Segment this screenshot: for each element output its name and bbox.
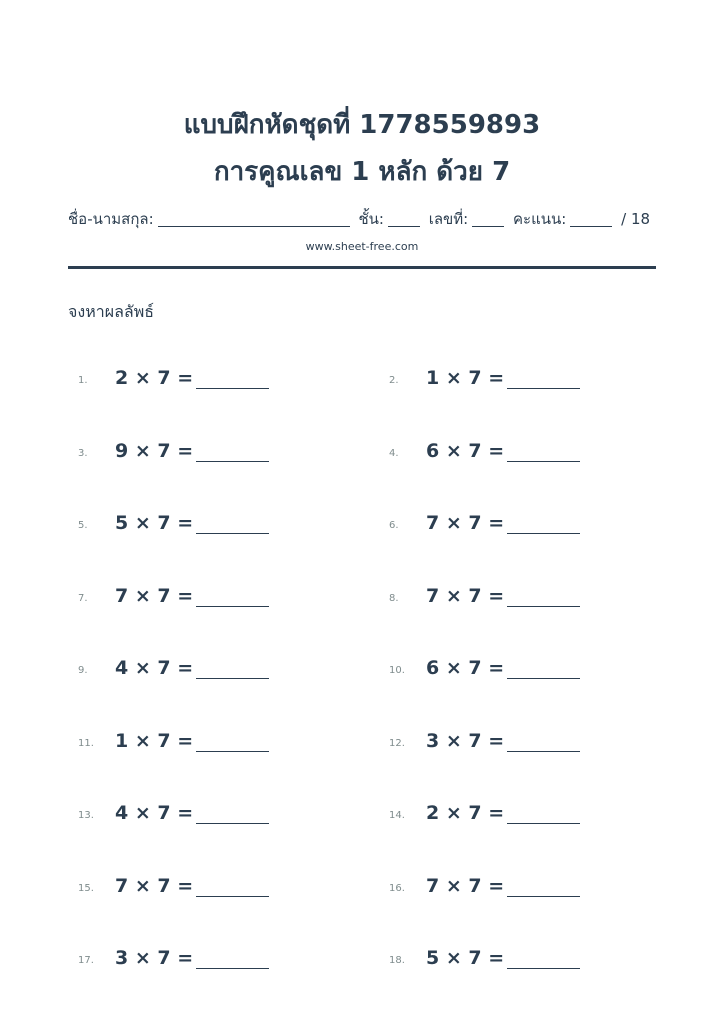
- problem-item: [389, 730, 669, 760]
- website-url: www.sheet-free.com: [305, 240, 419, 253]
- problem-item: [78, 440, 358, 470]
- header-divider: [68, 266, 656, 269]
- problem-expression: 1 × 7 =: [426, 367, 505, 389]
- problem-expression: 5 × 7 =: [426, 947, 505, 969]
- class-label: ชั้น:: [358, 210, 384, 228]
- answer-blank[interactable]: [507, 533, 580, 534]
- problem-expression: 5 × 7 =: [115, 512, 194, 534]
- problem-item: [389, 657, 669, 687]
- problem-number: 18.: [389, 955, 405, 966]
- answer-blank[interactable]: [196, 461, 269, 462]
- problem-item: [78, 367, 358, 397]
- problem-item: [389, 367, 669, 397]
- problem-number: 15.: [78, 882, 94, 894]
- problem-expression: 3 × 7 =: [426, 729, 505, 752]
- problem-item: [389, 512, 669, 542]
- answer-blank[interactable]: [507, 461, 580, 462]
- problem-number: 3.: [78, 447, 88, 459]
- problem-expression: 6 × 7 =: [426, 657, 505, 679]
- problem-expression: 3 × 7 =: [115, 947, 194, 969]
- problem-number: 4.: [389, 447, 399, 459]
- answer-blank[interactable]: [196, 533, 269, 534]
- problem-item: [78, 512, 358, 542]
- answer-blank[interactable]: [196, 896, 269, 897]
- answer-blank[interactable]: [507, 678, 580, 679]
- problem-expression: 9 × 7 =: [115, 439, 194, 462]
- problem-item: [78, 730, 358, 760]
- problem-number: 6.: [389, 520, 399, 531]
- problem-number: 7.: [78, 592, 88, 604]
- answer-blank[interactable]: [507, 606, 580, 607]
- problem-item: [389, 947, 669, 977]
- problem-number: 1.: [78, 375, 88, 386]
- problem-expression: 1 × 7 =: [115, 729, 194, 752]
- problem-number: 10.: [389, 665, 405, 676]
- problem-item: [78, 875, 358, 905]
- answer-blank[interactable]: [507, 823, 580, 824]
- number-label: เลขที่:: [428, 210, 469, 228]
- problem-expression: 7 × 7 =: [115, 584, 194, 607]
- number-blank[interactable]: [472, 210, 504, 227]
- problem-item: [78, 585, 358, 615]
- problem-expression: 4 × 7 =: [115, 657, 194, 679]
- answer-blank[interactable]: [196, 388, 269, 389]
- answer-blank[interactable]: [507, 968, 580, 969]
- answer-blank[interactable]: [196, 606, 269, 607]
- problem-number: 2.: [389, 375, 399, 386]
- score-label: คะแนน:: [513, 210, 567, 228]
- problem-item: [78, 802, 358, 832]
- problem-number: 5.: [78, 520, 88, 531]
- name-label: ชื่อ-นามสกุล:: [68, 210, 154, 228]
- class-blank[interactable]: [388, 210, 420, 227]
- problem-expression: 7 × 7 =: [426, 512, 505, 534]
- problem-number: 13.: [78, 810, 94, 821]
- problem-item: [389, 875, 669, 905]
- answer-blank[interactable]: [196, 751, 269, 752]
- answer-blank[interactable]: [196, 968, 269, 969]
- problem-expression: 7 × 7 =: [115, 874, 194, 897]
- problem-expression: 2 × 7 =: [115, 367, 194, 389]
- problem-expression: 6 × 7 =: [426, 439, 505, 462]
- problem-item: [78, 947, 358, 977]
- problem-expression: 7 × 7 =: [426, 584, 505, 607]
- instruction-text: จงหาผลลัพธ์: [68, 302, 155, 321]
- problem-item: [389, 585, 669, 615]
- problem-item: [78, 657, 358, 687]
- score-blank[interactable]: [570, 210, 612, 227]
- score-total: / 18: [621, 210, 651, 228]
- problem-number: 16.: [389, 882, 405, 894]
- problem-number: 11.: [78, 737, 94, 749]
- problem-expression: 7 × 7 =: [426, 874, 505, 897]
- problem-number: 12.: [389, 737, 405, 749]
- problem-expression: 2 × 7 =: [426, 802, 505, 824]
- answer-blank[interactable]: [507, 751, 580, 752]
- answer-blank[interactable]: [507, 896, 580, 897]
- problem-number: 9.: [78, 665, 88, 676]
- student-info-row: [68, 207, 658, 231]
- problem-item: [389, 440, 669, 470]
- answer-blank[interactable]: [196, 823, 269, 824]
- problem-number: 8.: [389, 592, 399, 604]
- problem-number: 17.: [78, 955, 94, 966]
- answer-blank[interactable]: [196, 678, 269, 679]
- problem-item: [389, 802, 669, 832]
- worksheet-title: แบบฝึกหัดชุดที่ 1778559893: [183, 110, 541, 140]
- name-blank[interactable]: [158, 210, 350, 227]
- problem-expression: 4 × 7 =: [115, 802, 194, 824]
- worksheet-subtitle: การคูณเลข 1 หลัก ด้วย 7: [213, 157, 511, 187]
- answer-blank[interactable]: [507, 388, 580, 389]
- problem-number: 14.: [389, 810, 405, 821]
